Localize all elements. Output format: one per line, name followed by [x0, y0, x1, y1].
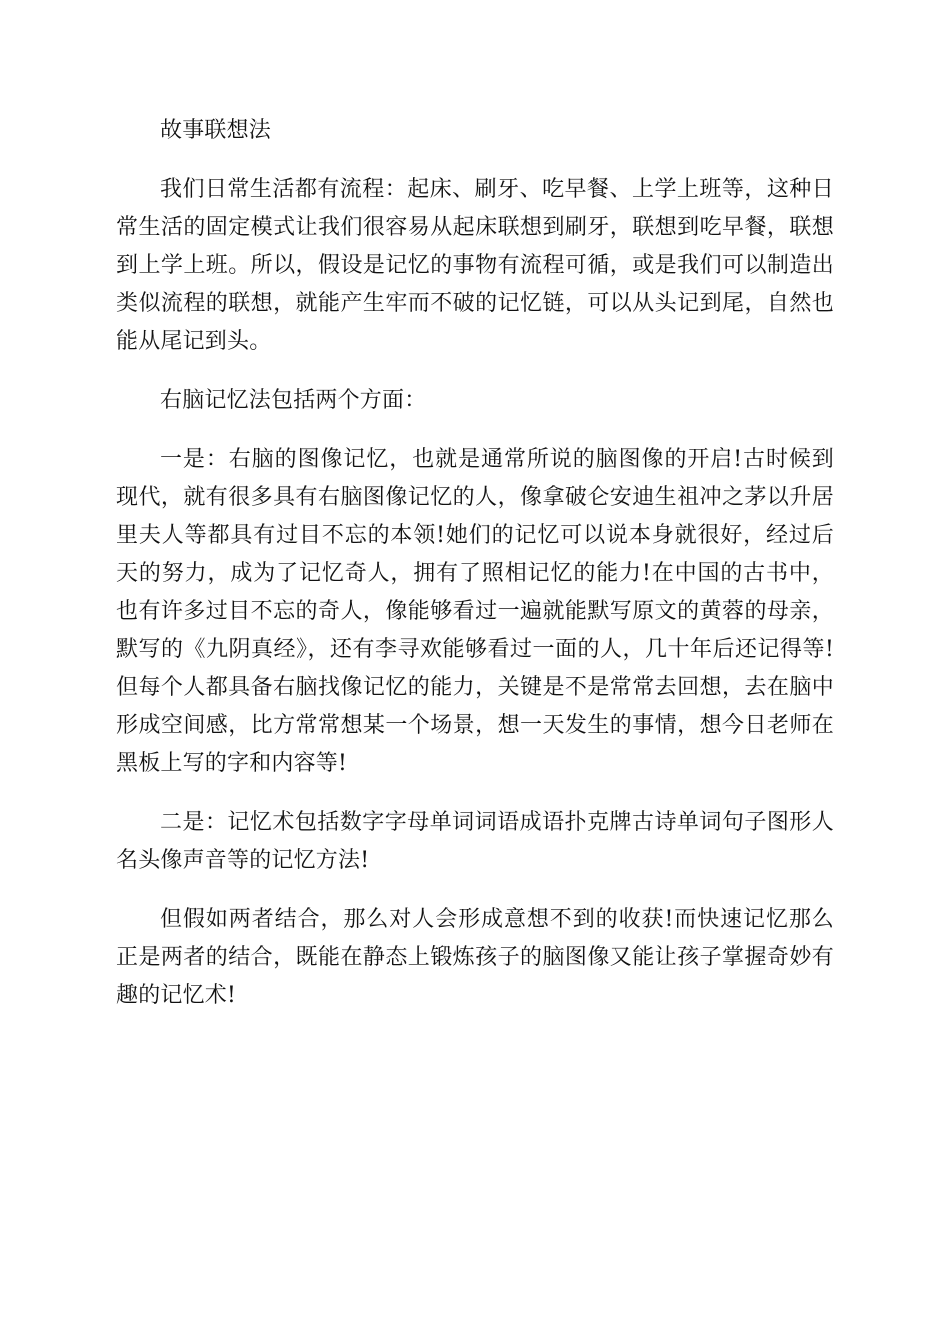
paragraph-conclusion: 但假如两者结合，那么对人会形成意想不到的收获!而快速记忆那么正是两者的结合，既能在静态上锻炼孩子的脑图像又能让孩子掌握奇妙有趣的记忆术! — [116, 907, 834, 1008]
paragraph-memory-techniques: 二是：记忆术包括数字字母单词词语成语扑克牌古诗单词句子图形人名头像声音等的记忆方法! — [116, 810, 834, 873]
document-body — [116, 112, 834, 1036]
paragraph-image-memory: 一是：右脑的图像记忆，也就是通常所说的脑图像的开启!古时候到现代，就有很多具有右脑图像记忆的人，像拿破仑安迪生祖冲之茅以升居里夫人等都具有过目不忘的本领!她们的记忆可以说本身就很好，经过后天的努力，成为了记忆奇人，拥有了照相记忆的能力!在中国的古书中，也有许多过目不忘的奇人，像能够看过一遍就能默写原文的黄蓉的母亲，默写的《九阴真经》，还有李寻欢能够看过一面的人，几十年后还记得等!但每个人都具备右脑找像记忆的能力，关键是不是常常去回想，去在脑中形成空间感，比方常常想某一个场景，想一天发生的事情，想今日老师在黑板上写的字和内容等! — [116, 447, 834, 776]
paragraph-right-brain-intro: 右脑记忆法包括两个方面： — [160, 388, 427, 413]
paragraph-daily-routine: 我们日常生活都有流程：起床、刷牙、吃早餐、上学上班等，这种日常生活的固定模式让我们很容易从起床联想到刷牙，联想到吃早餐，联想到上学上班。所以，假设是记忆的事物有流程可循，或是我们可以制造出类似流程的联想，就能产生牢而不破的记忆链，可以从头记到尾，自然也能从尾记到头。 — [116, 177, 834, 354]
section-heading: 故事联想法 — [160, 118, 272, 143]
